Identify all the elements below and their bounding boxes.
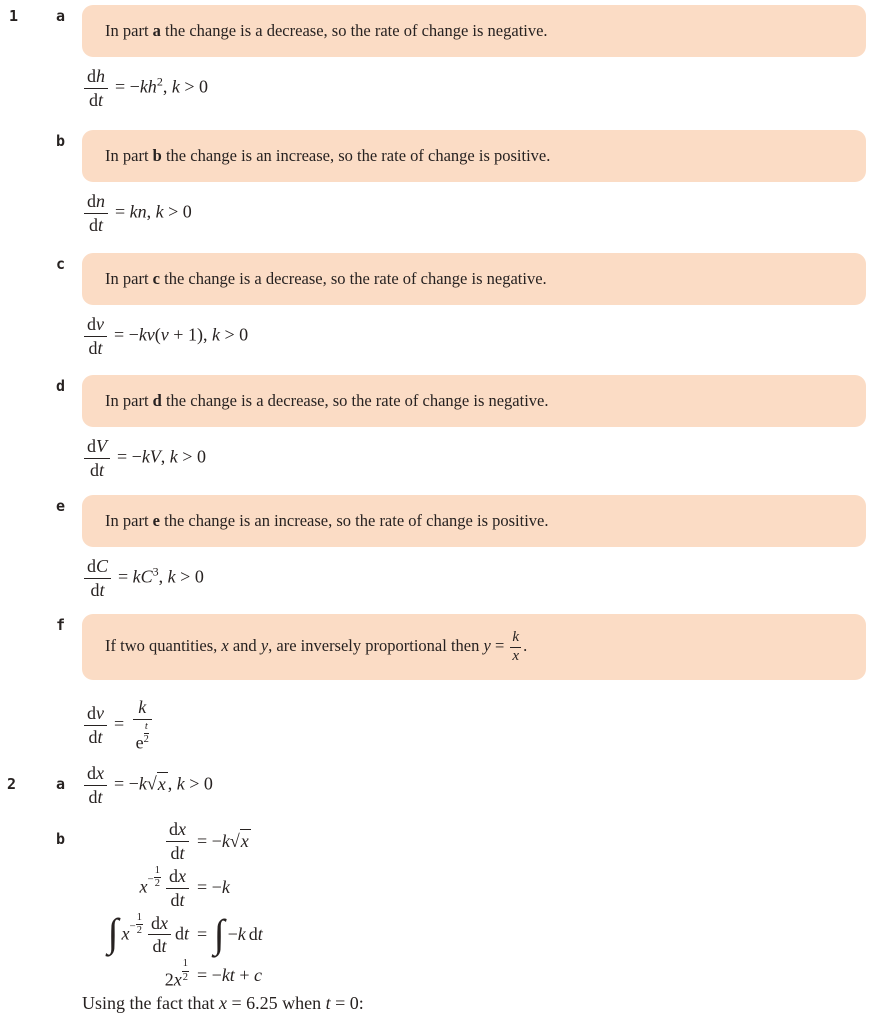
math-token: k xyxy=(138,773,147,794)
math-token: > 0 xyxy=(175,566,204,587)
math-token: ( xyxy=(154,324,161,345)
math-token: k xyxy=(221,877,230,898)
math-token: , xyxy=(160,446,170,467)
math-token: + 1), xyxy=(168,324,212,345)
math-token: kt xyxy=(221,964,235,985)
math-token: = − xyxy=(197,830,222,851)
equation-2b-line4-rhs xyxy=(197,965,262,986)
math-token: kv xyxy=(138,324,155,345)
math-token: 2 xyxy=(164,969,174,990)
math-token: = − xyxy=(114,773,139,794)
equation-2b-line2-rhs xyxy=(197,877,230,898)
callout-box-1e xyxy=(82,495,866,547)
callout-text: In part d the change is a decrease, so the rate of change is negative. xyxy=(105,390,549,410)
fraction: $\frac{dn}{dt}$ xyxy=(84,192,108,235)
text-run: = 6.25 when xyxy=(226,993,326,1013)
math-token: kh xyxy=(139,76,157,97)
closing-statement xyxy=(82,993,364,1014)
math-token: > 0 xyxy=(184,773,213,794)
fraction: $\frac{dC}{dt}$ xyxy=(84,557,111,600)
superscript: 3 xyxy=(152,564,159,579)
callout-box-1b xyxy=(82,130,866,182)
bold-part-letter: a xyxy=(152,20,161,40)
superscript: 2 xyxy=(156,74,163,89)
bold-part-letter: b xyxy=(152,145,162,165)
math-token: , xyxy=(167,773,177,794)
equation-2a xyxy=(84,764,213,807)
math-token: k xyxy=(171,76,180,97)
fraction: $\frac{dV}{dt}$ xyxy=(84,437,110,480)
part-label-1d: d xyxy=(56,377,66,395)
callout-text: If two quantities, x and y, are inversely proportional then y = $\frac{k}{x}$ . xyxy=(105,628,528,664)
fraction: $\frac{dx}{dt}$ xyxy=(166,820,189,863)
math-token: kV xyxy=(141,446,161,467)
bold-part-letter: e xyxy=(152,510,160,530)
part-label-1f: f xyxy=(56,616,66,634)
math-token: v xyxy=(160,324,169,345)
fraction: $\frac{dv}{dt}$ xyxy=(84,315,107,358)
math-token: = xyxy=(114,713,129,734)
part-label-1b: b xyxy=(56,132,66,150)
equation-2b-line1-lhs xyxy=(166,820,189,863)
callout-box-1d xyxy=(82,375,866,427)
callout-box-1c xyxy=(82,253,866,305)
math-token: x xyxy=(173,969,182,990)
fraction: $\frac{dx}{dt}$ xyxy=(148,914,171,957)
part-label-2b: b xyxy=(56,830,66,848)
exponent-minus: − xyxy=(129,920,136,933)
square-root: √x xyxy=(146,773,166,794)
integral-sign: ∫ xyxy=(107,909,119,955)
math-token: = − xyxy=(197,964,222,985)
callout-text: In part b the change is an increase, so the rate of change is positive. xyxy=(105,145,551,165)
fraction: k e $\frac{t}{2}$ xyxy=(133,698,152,752)
math-token: t xyxy=(257,923,263,944)
math-token: = xyxy=(115,201,130,222)
math-token: > 0 xyxy=(163,201,192,222)
equation-2b-line3-rhs xyxy=(197,910,263,956)
math-token: k xyxy=(237,923,246,944)
math-token: , xyxy=(146,201,156,222)
equation-2b-line3-lhs xyxy=(107,909,189,957)
math-token: c xyxy=(253,964,262,985)
math-token: = − xyxy=(197,877,222,898)
question-number-2: 2 xyxy=(7,775,17,793)
math-token: , xyxy=(162,76,172,97)
math-token: k xyxy=(155,201,164,222)
callout-text: In part c the change is a decrease, so the rate of change is negative. xyxy=(105,268,547,288)
math-token: = − xyxy=(114,324,139,345)
part-label-1e: e xyxy=(56,497,66,515)
fraction: $\frac{dh}{dt}$ xyxy=(84,67,108,110)
math-token: > 0 xyxy=(219,324,249,345)
exponent-fraction: $\frac{1}{2}$ xyxy=(154,864,160,890)
math-token: = xyxy=(118,566,133,587)
math-token: > 0 xyxy=(179,76,208,97)
equation-2b-line2-lhs xyxy=(140,866,189,910)
part-label-2a: a xyxy=(56,775,66,793)
callout-box-1a xyxy=(82,5,866,57)
fraction: $\frac{dv}{dt}$ xyxy=(84,704,107,747)
exponent-fraction: $\frac{t}{2}$ xyxy=(143,720,149,746)
math-token: t xyxy=(183,923,189,944)
part-label-1c: c xyxy=(56,255,66,273)
math-token: = − xyxy=(117,446,142,467)
math-token: k xyxy=(221,830,230,851)
math-token: kC xyxy=(132,566,153,587)
math-token: t xyxy=(325,993,331,1013)
text-run: Using the fact that xyxy=(82,993,219,1013)
text-run: = 0: xyxy=(330,993,364,1013)
equation-2b-line1-rhs xyxy=(197,831,251,852)
integral-sign: ∫ xyxy=(213,910,225,956)
fraction: $\frac{dx}{dt}$ xyxy=(84,764,107,807)
equation-2b-line4-lhs xyxy=(165,959,189,991)
math-token: x xyxy=(218,993,227,1013)
equation-1a xyxy=(84,67,208,110)
math-token: = − xyxy=(115,76,140,97)
math-token: + xyxy=(234,964,254,985)
exponent-minus: − xyxy=(147,873,154,886)
math-token: kn xyxy=(129,201,147,222)
math-token: , xyxy=(158,566,168,587)
math-token: d xyxy=(248,923,258,944)
exponent-fraction: $\frac{1}{2}$ xyxy=(136,911,142,937)
question-number-1: 1 xyxy=(9,7,19,25)
equation-1d xyxy=(84,437,206,480)
math-token: = xyxy=(197,923,212,944)
part-label-1a: a xyxy=(56,7,66,25)
math-token: k xyxy=(167,566,176,587)
equation-1b xyxy=(84,192,192,235)
math-token: > 0 xyxy=(177,446,206,467)
math-token: x xyxy=(121,923,130,944)
equation-1e xyxy=(84,557,204,600)
bold-part-letter: c xyxy=(152,268,160,288)
math-token: k xyxy=(176,773,185,794)
equation-1f xyxy=(84,698,156,752)
math-token: k xyxy=(211,324,220,345)
equation-1c xyxy=(84,315,248,358)
callout-text: In part e the change is an increase, so the rate of change is positive. xyxy=(105,510,549,530)
inline-fraction: $\frac{k}{x}$ xyxy=(512,628,520,664)
callout-box-1f xyxy=(82,614,866,680)
bold-part-letter: d xyxy=(152,390,162,410)
math-token: − xyxy=(227,923,238,944)
square-root: √x xyxy=(229,830,249,851)
fraction: $\frac{dx}{dt}$ xyxy=(166,867,189,910)
callout-text: In part a the change is a decrease, so the rate of change is negative. xyxy=(105,20,548,40)
math-token: k xyxy=(169,446,178,467)
math-token: d xyxy=(174,923,184,944)
equation-block-2b xyxy=(84,820,263,991)
math-token: x xyxy=(139,876,148,897)
exponent-fraction: $\frac{1}{2}$ xyxy=(182,958,188,983)
